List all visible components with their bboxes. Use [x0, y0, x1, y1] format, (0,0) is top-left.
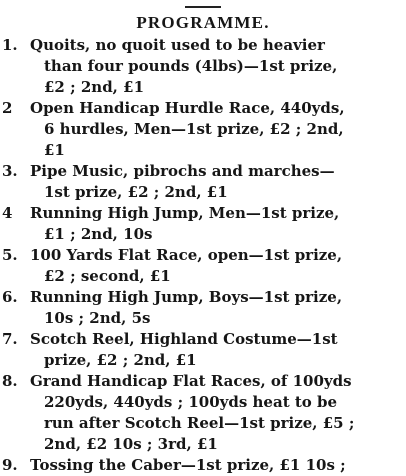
item-text [30, 455, 402, 476]
item-line: Open Handicap Hurdle Race, 440yds, [30, 99, 345, 117]
programme-item [0, 203, 406, 245]
item-line: £2 ; second, £1 [44, 267, 171, 285]
item-line: 220yds, 440yds ; 100yds heat to be [44, 393, 338, 411]
item-number: 9. [2, 456, 18, 474]
item-line: 6 hurdles, Men—1st prize, £2 ; 2nd, [44, 120, 344, 138]
item-number: 4 [2, 204, 13, 222]
item-line: Running High Jump, Boys—1st prize, [30, 288, 343, 306]
item-line: run after Scotch Reel—1st prize, £5 ; [44, 414, 355, 432]
programme-item [0, 245, 406, 287]
page-title: PROGRAMME. [136, 13, 270, 32]
programme-item [0, 371, 406, 455]
item-line: Tossing the Caber—1st prize, £1 10s ; [30, 456, 346, 474]
item-line: Scotch Reel, Highland Costume—1st [30, 330, 338, 348]
item-text [30, 287, 402, 329]
item-text [30, 161, 402, 203]
programme-item [0, 35, 406, 98]
item-line: £1 ; 2nd, 10s [44, 225, 153, 243]
programme-item [0, 287, 406, 329]
item-line: 2nd, £2 10s ; 3rd, £1 [44, 435, 218, 453]
item-number: 7. [2, 330, 18, 348]
programme-item [0, 98, 406, 161]
programme-item [0, 161, 406, 203]
item-number: 6. [2, 288, 18, 306]
item-line: 10s ; 2nd, 5s [44, 309, 151, 327]
programme-item [0, 455, 406, 476]
item-text [30, 245, 402, 287]
item-line: Pipe Music, pibrochs and marches— [30, 162, 335, 180]
programme-list [0, 35, 406, 476]
item-line: than four pounds (4lbs)—1st prize, [44, 57, 338, 75]
item-line: 100 Yards Flat Race, open—1st prize, [30, 246, 343, 264]
item-line: £2 ; 2nd, £1 [44, 78, 145, 96]
item-line: Grand Handicap Flat Races, of 100yds [30, 372, 352, 390]
item-number: 1. [2, 36, 18, 54]
item-number: 2 [2, 99, 13, 117]
item-text [30, 203, 402, 245]
item-line: 1st prize, £2 ; 2nd, £1 [44, 183, 228, 201]
item-line: prize, £2 ; 2nd, £1 [44, 351, 197, 369]
item-line: Running High Jump, Men—1st prize, [30, 204, 340, 222]
programme-item [0, 329, 406, 371]
item-text [30, 329, 402, 371]
item-line: £1 [44, 141, 65, 159]
item-line: Quoits, no quoit used to be heavier [30, 36, 325, 54]
item-number: 8. [2, 372, 18, 390]
item-text [30, 371, 402, 455]
item-text [30, 35, 402, 98]
item-number: 3. [2, 162, 18, 180]
item-number: 5. [2, 246, 18, 264]
title-rule [185, 6, 221, 8]
item-text [30, 98, 402, 161]
